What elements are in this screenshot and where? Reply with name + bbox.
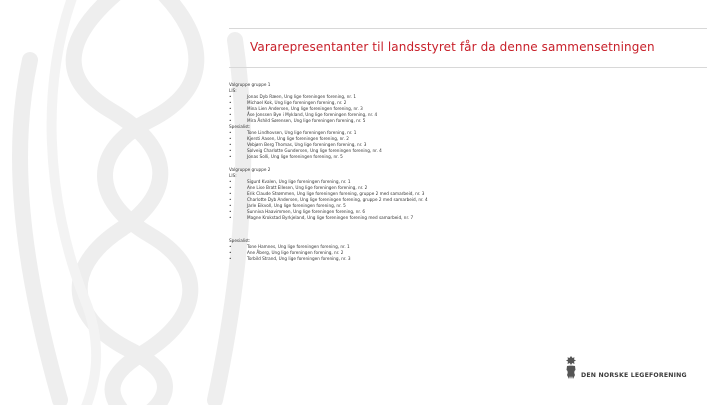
group-heading: Valgruppe gruppe 2 — [229, 167, 271, 172]
list-item: • Erik Claude Strømmen, Ung lige foreningen forening, gruppe 2 med samarbeid, nr. 3 — [229, 191, 699, 197]
group-2-section — [229, 167, 699, 262]
list-item: • Solveig Charlotte Gundersen, Ung lige foreningen forening, nr. 4 — [229, 148, 699, 154]
list-item: • Torbild Strand, Ung lige foreningen forening, nr. 3 — [229, 256, 699, 262]
caduceus-watermark-icon — [0, 0, 260, 405]
list-item: • Mira Åshild Sørensen, Ung lige foreningen forening, nr. 5 — [229, 118, 699, 124]
page-title: Vararepresentanter til landsstyret får da denne sammensetningen — [250, 40, 655, 54]
list-item: • Sunniva Haavimmen, Ung lige foreningen forening, nr. 6 — [229, 209, 699, 215]
list-item: • Mina Lien Andersen, Ung lige foreningen forening, nr. 3 — [229, 106, 699, 112]
list-item: • Tone Hamnes, Ung lige foreningen forening, nr. 1 — [229, 244, 699, 250]
list-item: • Jonas Solli, Ung lige foreningen forening, nr. 5 — [229, 154, 699, 160]
legeforening-logo — [563, 355, 693, 395]
spesialist-label: Spesialist: — [229, 238, 251, 243]
legeforening-lion-icon — [563, 355, 579, 381]
list-item: • Ane Åberg, Ung lige foreningen forening, nr. 2 — [229, 250, 699, 256]
group-1-section — [229, 82, 699, 160]
lis-label: LIS: — [229, 88, 237, 93]
list-item: • Tone Lindhovsen, Ung lige foreningen forening, nr. 1 — [229, 130, 699, 136]
list-item: • Jarle Eikvoll, Ung lige foreningen forening, nr. 5 — [229, 203, 699, 209]
logo-text: DEN NORSKE LEGEFORENING — [581, 372, 687, 379]
lis-label: LIS: — [229, 173, 237, 178]
list-item: • Vebjørn Berg Thomas, Ung lige foreningen forening, nr. 3 — [229, 142, 699, 148]
list-item: • Charlotte Dyb Andersen, Ung lige foreningen forening, gruppe 2 med samarbeid, nr. 4 — [229, 197, 699, 203]
list-item: • Magne Krokstad Byrkjeland, Ung lige foreningen forening med samarbeid, nr. 7 — [229, 215, 699, 221]
list-item: • Kjersti Aasen, Ung lige foreningen forening, nr. 2 — [229, 136, 699, 142]
content-list — [229, 82, 699, 262]
spesialist-label: Spesialist: — [229, 124, 251, 129]
list-item: • Åse Jonssen Bye i Mykland, Ung lige foreningen forening, nr. 4 — [229, 112, 699, 118]
list-item: • Michael Kok, Ung lige foreningen forening, nr. 2 — [229, 100, 699, 106]
list-item: • Ane Lise Bratt Ellesen, Ung lige foreningen forening, nr. 2 — [229, 185, 699, 191]
list-item: • Sigurd Kvalen, Ung lige foreningen forening, nr. 1 — [229, 179, 699, 185]
list-item: • Jonas Dyb Ræen, Ung lige foreningen forening, nr. 1 — [229, 94, 699, 100]
group-heading: Valgruppe gruppe 1 — [229, 82, 271, 87]
